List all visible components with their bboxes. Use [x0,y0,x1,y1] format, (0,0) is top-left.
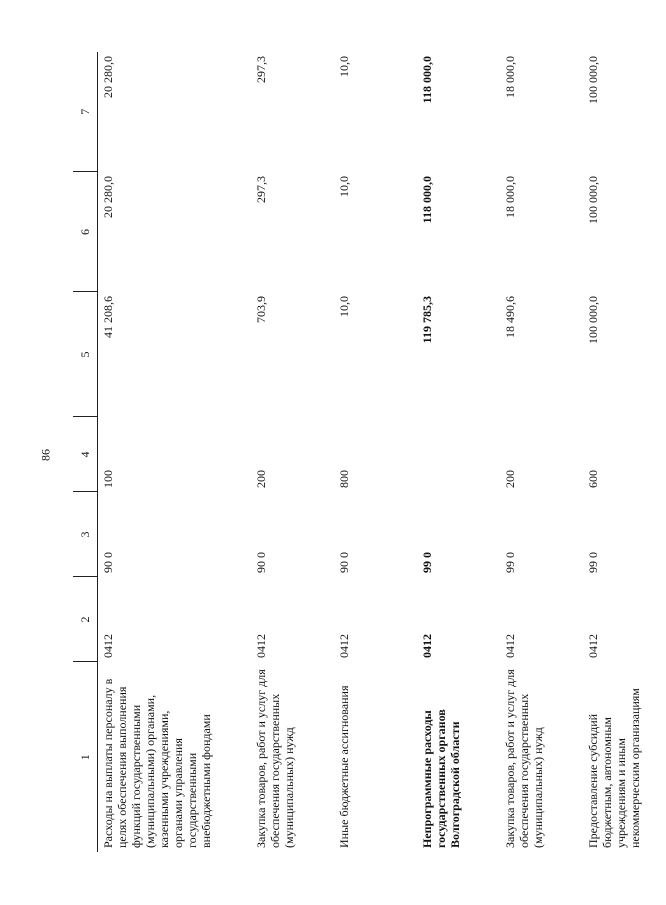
expense-name: Иные бюджетные ассигнования [337,685,351,848]
amount-col6: 100 000,0 [586,176,600,224]
amount-col7: 18 000,0 [503,56,517,98]
amount-col5: 41 208,6 [101,296,115,338]
expense-name: Предоставление субсидий бюджетным, автономным учреждениям и иным некоммерческим организациям [586,688,642,848]
amount-col5: 10,0 [337,296,351,317]
table-row [334,52,417,852]
target-code: 90 0 [337,552,351,573]
amount-col7: 20 280,0 [101,56,115,98]
amount-col6: 10,0 [337,176,351,197]
amount-col5: 100 000,0 [586,296,600,344]
target-code: 90 0 [254,552,268,573]
expense-type-code: 200 [254,470,268,488]
column-header: 3 [73,492,98,577]
column-header: 2 [73,577,98,662]
amount-col6: 118 000,0 [420,176,434,224]
expense-type-code: 600 [586,470,600,488]
amount-col5: 703,9 [254,296,268,323]
table-row [251,52,334,852]
amount-col7: 118 000,0 [420,56,434,104]
table-row [417,52,500,852]
header-row [73,52,98,852]
expense-type-code: 800 [337,470,351,488]
table-row [500,52,583,852]
expense-name: Закупка товаров, работ и услуг для обеспечения государственных (муниципальных) нужд [503,669,545,848]
target-code: 99 0 [586,552,600,573]
expense-name: Расходы на выплаты персоналу в целях обеспечения выполнения функций государственными (муниципальными) органами, казенными учреждениями, органами управления государственными внебюджетными фондами [101,678,213,848]
amount-col6: 297,3 [254,176,268,203]
section-code: 0412 [101,634,115,658]
amount-col7: 100 000,0 [586,56,600,104]
target-code: 90 0 [101,552,115,573]
table-row [98,52,252,852]
expense-type-code [417,417,500,492]
column-header: 5 [73,292,98,417]
column-header: 1 [73,662,98,852]
expense-type-code: 100 [101,470,115,488]
column-header: 6 [73,172,98,292]
table-row [583,52,666,852]
rotated-page [73,52,642,852]
amount-col5: 119 785,3 [420,296,434,344]
target-code: 99 0 [420,552,434,573]
column-header: 7 [73,52,98,172]
section-code: 0412 [586,634,600,658]
expense-type-code: 200 [503,470,517,488]
expense-name: Закупка товаров, работ и услуг для обеспечения государственных (муниципальных) нужд [254,669,296,848]
amount-col6: 18 000,0 [503,176,517,218]
amount-col7: 10,0 [337,56,351,77]
amount-col5: 18 490,6 [503,296,517,338]
budget-table [73,52,666,852]
section-code: 0412 [503,634,517,658]
column-header: 4 [73,417,98,492]
section-code: 0412 [337,634,351,658]
page-number: 86 [38,449,53,461]
expense-name: Непрограммные расходы государственных органов Волгоградской области [420,709,462,848]
section-code: 0412 [254,634,268,658]
target-code: 99 0 [503,552,517,573]
amount-col7: 297,3 [254,56,268,83]
amount-col6: 20 280,0 [101,176,115,218]
section-code: 0412 [420,634,434,658]
